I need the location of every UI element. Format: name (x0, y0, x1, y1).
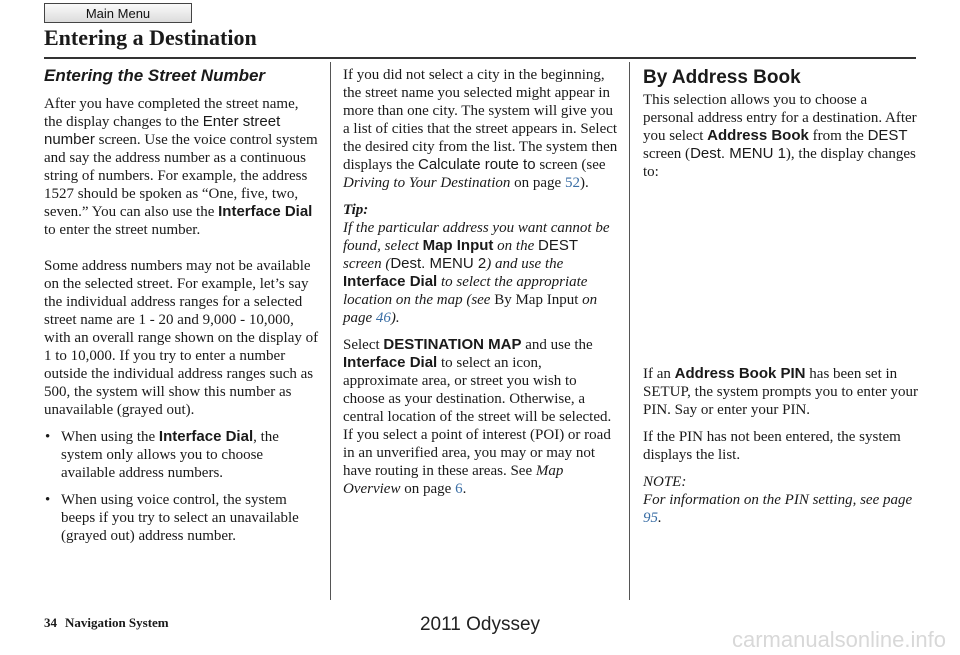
reference-driving: Driving to Your Destination (343, 175, 511, 191)
paragraph-city-list (343, 66, 618, 192)
column-street-number (44, 66, 319, 545)
text: , the system only allows you to choose available address numbers. (61, 429, 279, 481)
ui-term-dest: DEST (537, 237, 578, 254)
title-divider (44, 57, 916, 59)
ui-term-dest-menu-1: Dest. MENU 1 (690, 145, 786, 162)
column-address-book (643, 66, 918, 527)
paragraph-pin-not-entered: If the PIN has not been entered, the system displays the list. (643, 429, 901, 463)
paragraph-pin (643, 365, 918, 419)
text: If you did not select a city in the beginning, the street name you selected might appear in more than one city. The system will give you a list of cities that the street appears in. Select the desired city from the list. The system then displays the (343, 67, 618, 173)
paragraph-intro (44, 95, 319, 239)
bullet-list (44, 428, 319, 545)
reference-by-map-input: By Map Input (494, 292, 579, 308)
paragraph-address-book (643, 91, 918, 181)
column-divider (330, 62, 331, 600)
text: to select an icon, approximate area, or street you wish to choose as your destination. Otherwise, a central location of the street will be selected. If you select a point of interest (POI) or road in an unverified area, you may or may not have routing in these areas. See (343, 355, 612, 479)
main-menu-button[interactable]: Main Menu (44, 3, 192, 23)
column-divider (629, 62, 630, 600)
ui-term-map-input: Map Input (422, 237, 494, 254)
text: on page (343, 292, 598, 326)
footer-section-name: Navigation System (65, 615, 169, 630)
column-city-selection (343, 66, 618, 498)
ui-term-interface-dial: Interface Dial (218, 203, 313, 220)
page-link-95[interactable]: 95 (643, 510, 658, 526)
ui-term-interface-dial: Interface Dial (158, 428, 254, 445)
ui-term-destination-map: DESTINATION MAP (383, 336, 522, 353)
text: to enter the street number. (44, 222, 201, 238)
ui-term-interface-dial: Interface Dial (343, 354, 438, 371)
text: on the (493, 238, 538, 254)
tip-label: Tip: (343, 202, 369, 218)
text: . (658, 510, 662, 526)
ui-term-address-book: Address Book (707, 127, 809, 144)
text: to select the appropriate location on the map (see (343, 274, 588, 308)
watermark: carmanualsonline.info (731, 627, 946, 652)
note-text (643, 491, 918, 527)
text: ). (390, 310, 400, 326)
text: ), the display changes to: (643, 146, 916, 180)
paragraph-destination-map (343, 336, 618, 498)
ui-term-address-book-pin: Address Book PIN (674, 365, 806, 382)
text: . (462, 481, 467, 497)
page-title: Entering a Destination (44, 25, 257, 50)
ui-term-enter-street-number: Enter street number (44, 113, 281, 148)
subheading-street-number: Entering the Street Number (44, 66, 266, 85)
section-heading-address-book: By Address Book (643, 67, 801, 88)
text: Select (343, 337, 384, 353)
text: has been set in SETUP, the system prompts you to enter your PIN. Say or enter your PIN. (643, 366, 918, 418)
text: screen (see (535, 157, 606, 173)
ui-term-calculate-route: Calculate route to (418, 156, 536, 173)
text: If an (643, 366, 675, 382)
ui-term-dest: DEST (867, 127, 908, 144)
text: When using the (61, 429, 159, 445)
text: and use the (521, 337, 593, 353)
ui-term-dest-menu-2: Dest. MENU 2 (390, 255, 487, 272)
text: screen ( (343, 256, 391, 272)
note-label: NOTE: (643, 474, 687, 490)
tip-text (343, 219, 618, 327)
text: on page (510, 175, 565, 191)
text: If the particular address you want cannot be found, select (343, 220, 610, 254)
page-link-6[interactable]: 6 (455, 481, 463, 497)
text: For information on the PIN setting, see page (643, 492, 913, 508)
page-link-52[interactable]: 52 (564, 175, 580, 191)
text: on page (400, 481, 456, 497)
reference-map-overview: Map Overview (343, 463, 564, 497)
paragraph-address-ranges: Some address numbers may not be available on the selected street. For example, let’s say the individual address ranges for a selected street name are 1 - 20 and 9,000 - 10,000, with an overall range shown on the display of 1 to 10,000. If you try to enter a number outside the individual address ranges such as 500, the system will show this number as unavailable (grayed out). (44, 258, 319, 418)
page-number: 34 (44, 615, 57, 630)
text: This selection allows you to choose a personal address entry for a destination. After you select (643, 92, 917, 144)
text: After you have completed the street name, the display changes to the (44, 96, 299, 130)
text: screen ( (643, 146, 691, 162)
ui-term-interface-dial: Interface Dial (343, 273, 438, 290)
text: screen. Use the voice control system and say the address number as a continuous string of numbers. For example, the address 1527 should be spoken as “One, five, two, seven.” You can also use the (44, 132, 318, 220)
text: from the (808, 128, 868, 144)
text: ) and use the (486, 256, 564, 272)
list-item: • When using voice control, the system beeps if you try to select an unavailable (grayed out) address number. (44, 491, 319, 545)
list-item (44, 428, 319, 482)
screen-image-area (643, 181, 918, 365)
page-link-46[interactable]: 46 (375, 310, 391, 326)
text: ). (579, 175, 589, 191)
footer-model: 2011 Odyssey (419, 614, 541, 635)
